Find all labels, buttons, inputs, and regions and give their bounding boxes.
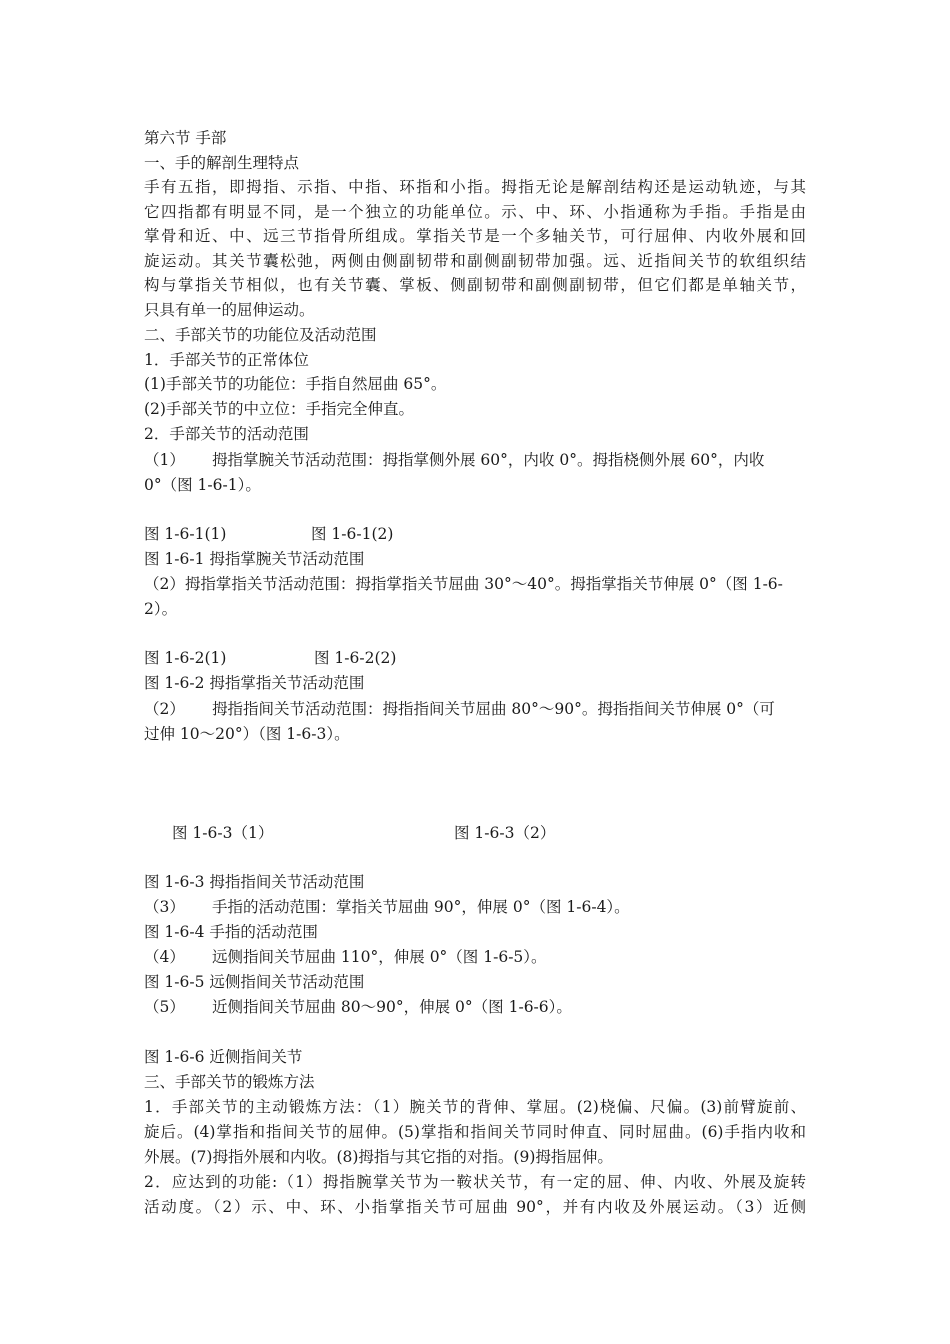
list-item: （2）拇指掌指关节活动范围：拇指掌指关节屈曲 30°～40°。拇指掌指关节伸展 0°（图 1-6- [144, 575, 783, 593]
list-item [144, 995, 806, 1019]
figure-label: 图 1-6-3（1） [172, 824, 274, 842]
item-number: （1） [144, 451, 185, 469]
paragraph-line: 2．应达到的功能:（1）拇指腕掌关节为一鞍状关节，有一定的屈、伸、内收、外展及旋转 [144, 1173, 806, 1191]
list-item: (1)手部关节的功能位：手指自然屈曲 65°。 [144, 375, 447, 393]
list-item-continuation: 0°（图 1-6-1）。 [144, 476, 261, 494]
item-number: （4） [144, 948, 185, 966]
figure-label-row [144, 522, 806, 546]
paragraph-line: 1．手部关节的主动锻炼方法：（1）腕关节的背伸、掌屈。(2)桡偏、尺偏。(3)前臂旋前、 [144, 1098, 806, 1116]
item-text: 远侧指间关节屈曲 110°，伸展 0°（图 1-6-5）。 [212, 948, 547, 966]
heading-function-range: 二、手部关节的功能位及活动范围 [144, 326, 377, 344]
figure-label: 图 1-6-3（2） [454, 824, 556, 842]
item-text: 拇指指间关节活动范围：拇指指间关节屈曲 80°～90°。拇指指间关节伸展 0°（可 [212, 700, 775, 718]
figure-caption: 图 1-6-4 手指的活动范围 [144, 923, 318, 941]
paragraph-line: 旋运动。其关节囊松弛，两侧由侧副韧带和副侧副韧带加强。远、近指间关节的软组织结 [144, 252, 806, 270]
list-item [144, 697, 806, 721]
figure-label: 图 1-6-2(2) [314, 649, 397, 667]
list-item [144, 945, 806, 969]
list-item: (2)手部关节的中立位：手指完全伸直。 [144, 400, 414, 418]
subheading-range: 2．手部关节的活动范围 [144, 425, 309, 443]
paragraph-line: 手有五指，即拇指、示指、中指、环指和小指。拇指无论是解剖结构还是运动轨迹，与其 [144, 178, 806, 196]
figure-caption: 图 1-6-2 拇指掌指关节活动范围 [144, 674, 365, 692]
list-item-continuation: 2）。 [144, 600, 178, 618]
figure-label-row [144, 821, 806, 845]
figure-label: 图 1-6-1(2) [311, 525, 394, 543]
subheading-normal-position: 1．手部关节的正常体位 [144, 351, 309, 369]
paragraph-line: 旋后。(4)掌指和指间关节的屈伸。(5)掌指和指间关节同时伸直、同时屈曲。(6)手指内收和 [144, 1123, 806, 1141]
list-item [144, 448, 806, 472]
figure-caption: 图 1-6-3 拇指指间关节活动范围 [144, 873, 365, 891]
figure-caption: 图 1-6-1 拇指掌腕关节活动范围 [144, 550, 365, 568]
heading-anatomy: 一、手的解剖生理特点 [144, 154, 300, 172]
list-item-continuation: 过伸 10～20°）（图 1-6-3）。 [144, 725, 350, 743]
figure-caption: 图 1-6-5 远侧指间关节活动范围 [144, 973, 365, 991]
item-text: 手指的活动范围：掌指关节屈曲 90°，伸展 0°（图 1-6-4）。 [212, 898, 630, 916]
item-text: 近侧指间关节屈曲 80～90°，伸展 0°（图 1-6-6）。 [212, 998, 572, 1016]
item-number: （3） [144, 898, 185, 916]
figure-caption: 图 1-6-6 近侧指间关节 [144, 1048, 303, 1066]
paragraph-line: 活动度。（2）示、中、环、小指掌指关节可屈曲 90°，并有内收及外展运动。（3）近侧 [144, 1198, 806, 1216]
figure-label: 图 1-6-1(1) [144, 525, 227, 543]
paragraph-line: 只具有单一的屈伸运动。 [144, 301, 315, 319]
heading-exercise: 三、手部关节的锻炼方法 [144, 1073, 315, 1091]
paragraph-line: 掌骨和近、中、远三节指骨所组成。掌指关节是一个多轴关节，可行屈伸、内收外展和回 [144, 227, 806, 245]
paragraph-line: 构与掌指关节相似，也有关节囊、掌板、侧副韧带和副侧副韧带，但它们都是单轴关节， [144, 276, 806, 294]
item-text: 拇指掌腕关节活动范围：拇指掌侧外展 60°，内收 0°。拇指桡侧外展 60°，内收 [212, 451, 765, 469]
paragraph-line: 外展。(7)拇指外展和内收。(8)拇指与其它指的对指。(9)拇指屈伸。 [144, 1148, 613, 1166]
item-number: （2） [144, 700, 185, 718]
figure-label: 图 1-6-2(1) [144, 649, 227, 667]
section-title: 第六节 手部 [144, 129, 227, 147]
figure-label-row [144, 646, 806, 670]
paragraph-line: 它四指都有明显不同，是一个独立的功能单位。示、中、环、小指通称为手指。手指是由 [144, 203, 806, 221]
list-item [144, 895, 806, 919]
item-number: （5） [144, 998, 185, 1016]
